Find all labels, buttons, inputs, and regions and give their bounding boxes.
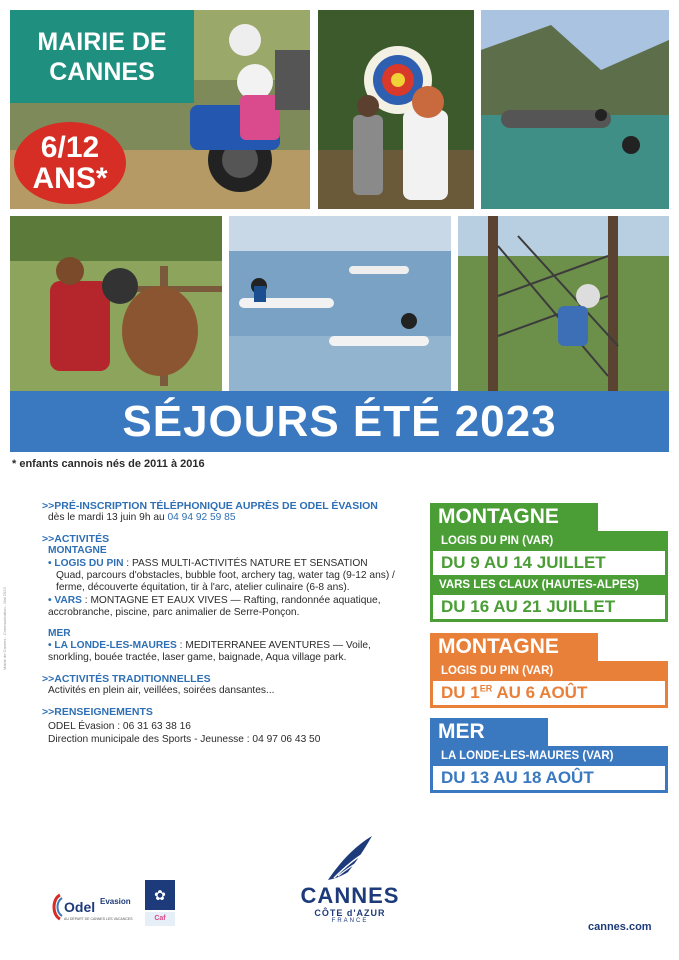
renseignements-line2: Direction municipale des Sports - Jeunesse : 04 97 06 43 50 [48,733,321,745]
card-montagne-aout [430,633,668,708]
odel-swoosh-icon [50,893,64,921]
page-title: SÉJOURS ÉTÉ 2023 [10,391,669,452]
footnote: * enfants cannois nés de 2011 à 2016 [12,458,205,470]
info-column [42,500,412,746]
mairie-line2: CANNES [49,57,155,86]
card2-dates1: DU 1ER AU 6 AOÛT [441,683,588,702]
caf-label: Caf [145,912,175,926]
cannes-name: CANNES [300,883,400,908]
traditionnelles-text: Activités en plein air, veillées, soirées dansantes... [48,685,275,697]
odel-tagline: AU DÉPART DE CANNES LES VACANCES [64,917,133,921]
londe-name: • LA LONDE-LES-MAURES [48,640,177,652]
age-badge-line1: 6/12 [40,131,100,164]
photo-accrobranche [458,216,669,392]
age-badge [14,122,126,204]
vars-item: • VARS : MONTAGNE ET EAUX VIVES — Rafting, randonnée aquatique, accrobranche, piscine, parc animalier de Serre-Ponçon. [48,594,381,619]
preinscription-heading: >>PRÉ-INSCRIPTION TÉLÉPHONIQUE AUPRÈS DE ODEL ÉVASION [42,500,378,512]
side-credit: Mairie de Cannes - Communication - Mai 2023 [2,587,7,670]
preinscription-phone: 04 94 92 59 85 [167,512,236,524]
card3-title: MER [430,718,548,746]
cannes-sub: CÔTE d'AZUR [314,908,386,918]
logis-description: Quad, parcours d'obstacles, bubble foot, archery tag, water tag (9-12 ans) / ferme, découverte équitation, tir à l'arc, atelier culinaire (6-8 ans). [56,570,395,594]
mairie-de-cannes-label [10,10,194,103]
card1-location1: LOGIS DU PIN (VAR) [433,531,665,551]
card1-dates2: DU 16 AU 21 JUILLET [441,597,616,616]
odel-evasion: Evasion [100,897,131,906]
cannes-logo [285,832,415,937]
montagne-label: MONTAGNE [48,545,107,557]
traditionnelles-heading: >>ACTIVITÉS TRADITIONNELLES [42,672,211,685]
card2-title: MONTAGNE [430,633,598,661]
logis-name: • LOGIS DU PIN [48,557,124,569]
preinscription-text: dès le mardi 13 juin 9h au 04 94 92 59 85 [48,512,236,524]
card2-location1: LOGIS DU PIN (VAR) [433,661,665,681]
caf-logo [140,880,180,930]
website-link[interactable]: cannes.com [588,921,652,933]
photo-archery [318,10,474,209]
card1-dates1: DU 9 AU 14 JUILLET [441,553,606,572]
logis-item: • LOGIS DU PIN : PASS MULTI-ACTIVITÉS NATURE ET SENSATION [48,557,368,569]
cannes-france: FRANCE [331,918,369,924]
renseignements-heading: >>RENSEIGNEMENTS [42,705,153,718]
odel-evasion-logo [50,893,133,923]
card1-location2: VARS LES CLAUX (HAUTES-ALPES) [433,575,665,595]
londe-item: • LA LONDE-LES-MAURES : MEDITERRANEE AVENTURES — Voile, snorkling, bouée tractée, laser game, baignade, Aqua village park. [48,640,371,664]
cannes-feather-icon [320,832,380,884]
photo-pony [10,216,222,392]
card-montagne-juillet [430,503,668,622]
photo-canyoning [481,10,669,209]
mer-label: MER [48,627,71,639]
activites-heading: >>ACTIVITÉS [42,532,110,545]
caf-emblem-icon: ✿ [145,880,175,910]
card3-location1: LA LONDE-LES-MAURES (VAR) [433,746,665,766]
card3-dates1: DU 13 AU 18 AOÛT [441,768,594,787]
vars-name: • VARS [48,594,82,606]
card-mer-aout [430,718,668,793]
photo-paddle [229,216,451,392]
renseignements-line1: ODEL Évasion : 06 31 63 38 16 [48,721,191,733]
mairie-line1: MAIRIE DE [37,27,167,56]
age-badge-line2: ANS* [32,162,108,195]
odel-brand: Odel [64,899,96,915]
card1-title: MONTAGNE [430,503,598,531]
